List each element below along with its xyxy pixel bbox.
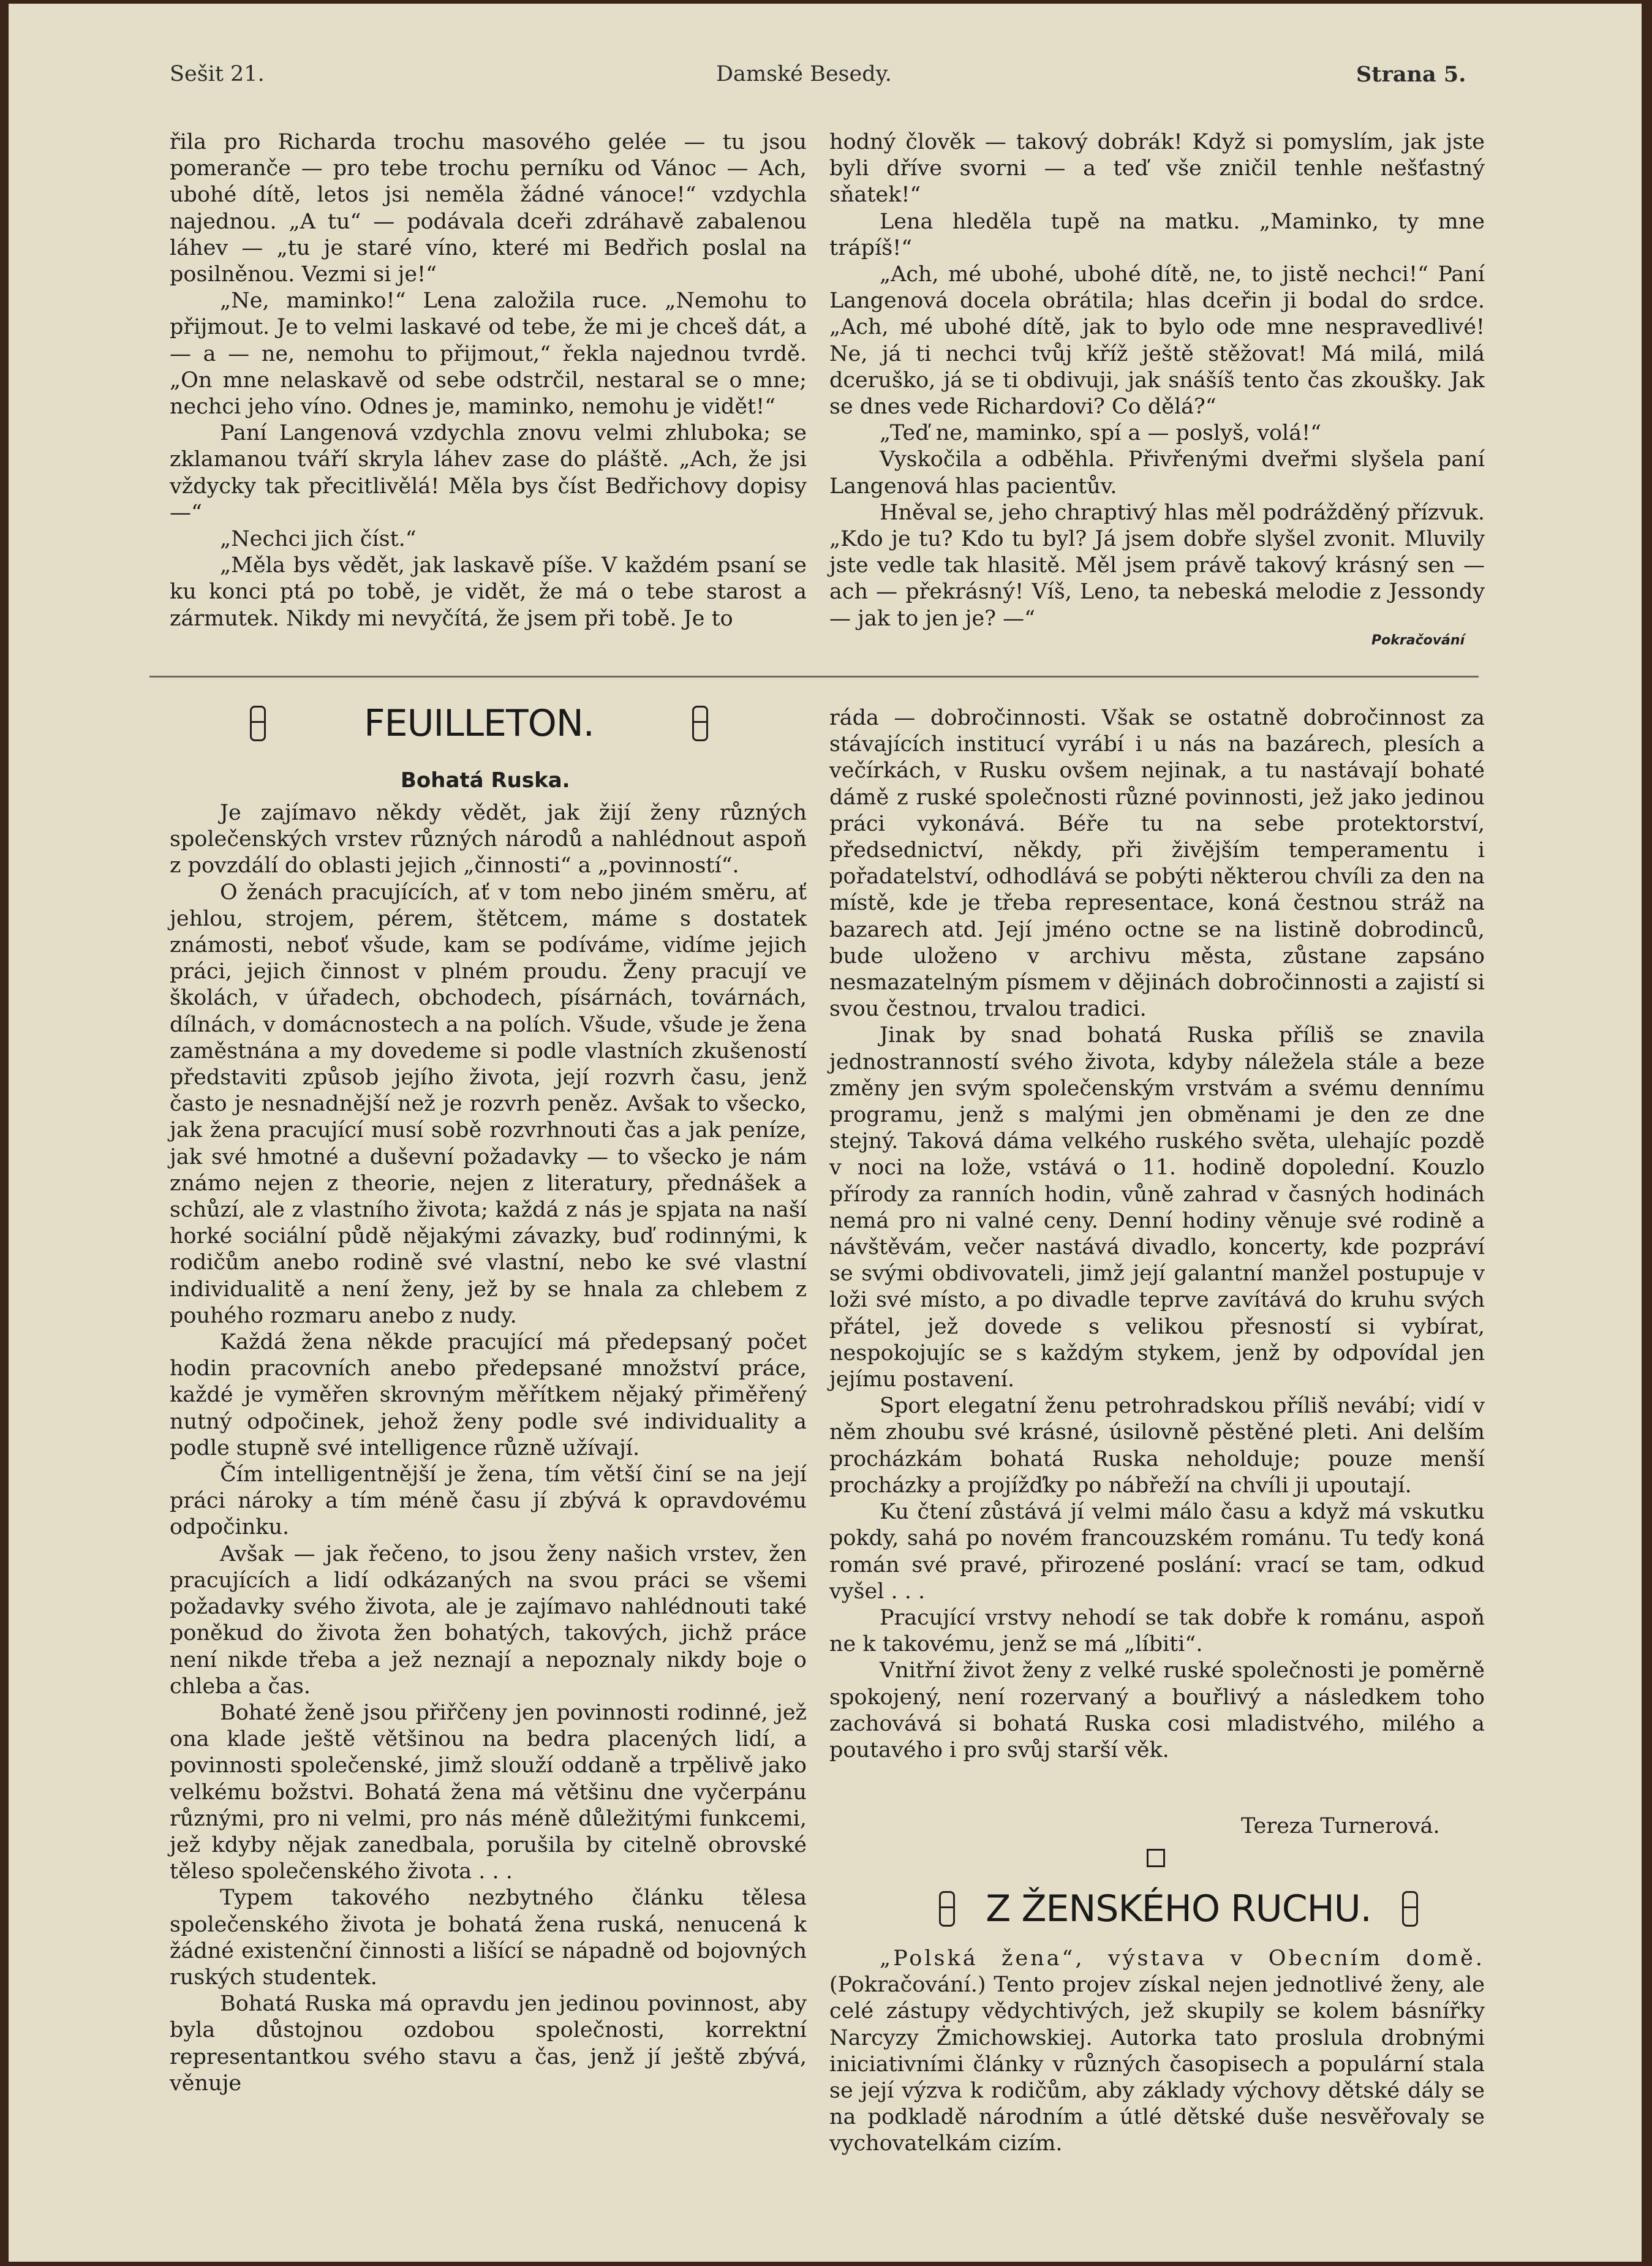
feuilleton-heading	[213, 702, 745, 745]
article-author: Tereza Turnerová.	[1241, 1814, 1440, 1838]
paragraph: „Nechci jich číst.“	[220, 527, 417, 552]
paragraph: Jinak by snad bohatá Ruska příliš se znavila jednostranností svého života, kdyby náležela stále a beze změny jen svým společenským vrstvám a svému dennímu programu, jenž s malými jen obměnami je den ze dne stejný. Taková dáma velkého ruského světa, ulehajíc pozdě v noci na lože, vstává o 11. hodině dopolední. Kouzlo přírody za ranních hodin, vůně zahrad v časných hodinách nemá pro ni valné ceny. Denní hodiny věnuje své rodině a návštěvám, večer nastává divadlo, koncerty, kde pozpráví se svými obdivovateli, jimž její galantní manžel postupuje v loži své místo, a po divadle teprve zavítává do kruhu svých přátel, jež dovede s velikou přesností si vybírat, nespokojujíc se s každým stykem, jenž by odpovídal jen jejímu postavení.	[829, 1023, 1485, 1392]
ornament-icon	[1402, 1891, 1418, 1927]
paragraph	[829, 1946, 1485, 2158]
paragraph: Lena hleděla tupě na matku. „Maminko, ty mne trápíš!“	[829, 209, 1485, 260]
story-column-left	[170, 129, 807, 632]
section-body	[829, 1946, 1485, 2158]
paragraph: Ku čtení zůstává jí velmi málo času a když má vskutku pokdy, sahá po novém francouzském románu. Tu teďy koná román své pravé, přirozené poslání: vrací se tam, odkud vyšel . . .	[829, 1500, 1485, 1604]
square-ornament-icon	[1147, 1849, 1165, 1867]
paragraph: „Měla bys vědět, jak laskavě píše. V každém psaní se ku konci ptá po tobě, je vidět, že má o tebe starost a zármutek. Nikdy mi nevyčítá, že jsem při tobě. Je to	[170, 553, 807, 631]
story-column-right	[829, 129, 1485, 632]
paragraph: Paní Langenová vzdychla znovu velmi zhluboka; se zklamanou tváří skryla láhev zase do pláště. „Ach, že jsi vždycky tak přecitlivělá! Měla bys číst Bedřichovy dopisy —“	[170, 421, 807, 525]
paragraph: Avšak — jak řečeno, to jsou ženy našich vrstev, žen pracujících a lidí odkázaných na svou práci se všemi požadavky svého života, ale je zajímavo nahlédnouti také poněkud do života žen bohatých, takových, jichž práce není nikde třeba a jež neznají a nepoznaly nikdy boje o chleba a čas.	[170, 1541, 807, 1699]
section-divider	[149, 676, 1479, 678]
paragraph: Je zajímavo někdy vědět, jak žijí ženy různých společenských vrstev různých národů a nahlédnout aspoň z povzdálí do oblasti jejich „činnosti“ a „povinností“.	[170, 801, 807, 878]
paragraph: ráda — dobročinnosti. Však se ostatně dobročinnost za stávajících institucí vyrábí i u nás na bazárech, plesích a večírkách, v Rusku ovšem nejinak, a tu nastávají bohaté dámě z ruské společnosti různé povinnosti, jež jako jedinou práci vykonává. Béře tu na sebe protektorství, předsednictví, někdy, při živějším temperamentu i pořadatelství, odhodlává se pobýti některou chvíli za den na místě, kde je třeba representace, koná čestnou stráž na bazarech atd. Její jméno octne se na listině dobrodinců, bude uloženo v archivu města, zůstane zapsáno nesmazatelným písmem v dějinách dobročinnosti a zajistí si svou čestnou, trvalou tradici.	[829, 706, 1485, 1022]
paragraph: Bohatá Ruska má opravdu jen jedinou povinnost, aby byla důstojnou ozdobou společnosti, korrektní representantkou svého stavu a čas, jenž jí ještě zbývá, věnuje	[170, 1992, 807, 2096]
paragraph: Hněval se, jeho chraptivý hlas měl podrážděný přízvuk. „Kdo je tu? Kdo tu byl? Já jsem dobře slyšel zvonit. Mluvily jste vedle tak hlasitě. Měl jsem právě takový krásný sen — ach — překrásný! Víš, Leno, ta nebeská melodie z Jessondy — jak to jen je? —“	[829, 500, 1485, 631]
ornament-icon	[939, 1891, 955, 1927]
paragraph: Sport elegatní ženu petrohradskou příliš neváb͏í; vidí v něm zhoubu své krásné, úsilovně pěstěné pleti. Ani delším procházkám bohatá Ruska neholduje; pouze menší procházky a projížďky po nábřeží na chvíli ji upoutají.	[829, 1394, 1485, 1498]
paragraph: O ženách pracujících, ať v tom nebo jiném směru, ať jehlou, strojem, pérem, štětcem, máme s dostatek známosti, neboť všude, kam se podíváme, vidíme jejich práci, jejich činnost v plném proudu. Ženy pracují ve školách, v úřadech, obchodech, písárnách, továrnách, dílnách, v domácnostech a na polích. Všude, všude je žena zaměstnána a my dovedeme si podle vlastních zkušeností představiti způsob jejího života, její rozvrh času, jenž často je nesnadnější než je rozvrh peněz. Avšak to všecko, jak žena pracující musí sobě rozvrhnouti čas a jak peníze, jak své hmotné a duševní požadavky — to všecko je nám známo nejen z theorie, nejen z literatury, přednášek a schůzí, ale z vlastního života; každá z nás je spjata na naší horké sociální půdě nějakými závazky, buď rodinnými, k rodičům anebo rodině své vlastní, nebo ke své vlastní individualitě a není ženy, jež by se hnala za chlebem z pouhého rozmaru anebo z nudy.	[170, 880, 807, 1328]
paragraph: „Teď ne, maminko, spí a — poslyš, volá!“	[880, 421, 1322, 446]
paragraph: Vyskočila a odběhla. Přivřenými dveřmi slyšela paní Langenová hlas pacientův.	[829, 447, 1485, 499]
ornament-icon	[692, 706, 708, 741]
article-title: Bohatá Ruska.	[401, 768, 570, 793]
feuilleton-heading-text: FEUILLETON.	[364, 702, 594, 745]
paragraph: Typem takového nezbytného článku tělesa společenského života je bohatá žena ruská, nenucená k žádné existenční činnosti a lišící se nápadně od bojovných ruských studentek.	[170, 1886, 807, 1990]
header-page-number: Strana 5.	[1356, 62, 1466, 87]
paragraph: „Ach, mé ubohé, ubohé dítě, ne, to jistě nechci!“ Paní Langenová docela obrátila; hlas dceřin ji bodal do srdce. „Ach, mé ubohé dítě, jak to bylo ode mne nespravedlivé! Ne, já ti nechci tvůj kříž ještě stěžovat! Má milá, milá dceruško, já se ti obdivuji, jak snášíš tento čas zkoušky. Jak se dnes vede Richardovi? Co dělá?“	[829, 262, 1485, 420]
ornament-icon	[250, 706, 266, 741]
feuilleton-column-right	[829, 705, 1485, 1764]
section-lead: „Polská žena“, výstava v Obecním domě.	[880, 1946, 1485, 1971]
header-issue: Sešit 21.	[170, 62, 265, 86]
section-heading-text: Z ŽENSKÉHO RUCHU.	[986, 1887, 1371, 1930]
paragraph: řila pro Richarda trochu masového gelée — tu jsou pomeranče — pro tebe trochu perníku od Vánoc — Ach, ubohé dítě, letos jsi neměla žádné vánoce!“ vzdychla najednou. „A tu“ — podávala dceři zdráhavě zabalenou láhev — „tu je staré víno, které mi Bedřich poslal na posilněnou. Vezmi si je!“	[170, 130, 807, 287]
paragraph: Pracující vrstvy nehodí se tak dobře k románu, aspoň ne k takovému, jenž se má „líbiti“.	[829, 1605, 1485, 1657]
paragraph: Čím intelligentnější je žena, tím větší činí se na její práci nároky a tím méně času jí zbývá k opravdovému odpočinku.	[170, 1462, 807, 1540]
paragraph: hodný člověk — takový dobrák! Když si pomyslím, jak jste byli dříve svorni — a teď vše zničil tenhle nešťastný sňatek!“	[829, 130, 1485, 208]
paragraph: „Ne, maminko!“ Lena založila ruce. „Nemohu to přijmout. Je to velmi laskavé od tebe, že mi je chceš dát, a — a — ne, nemohu to přijmout,“ řekla najednou tvrdě. „On mne nelaskavě od sebe odstrčil, nestaral se o mne; nechci jeho víno. Odnes je, maminko, nemohu je vidět!“	[170, 289, 807, 420]
continued-note: Pokračování	[1371, 633, 1465, 648]
paragraph: Bohaté ženě jsou přiřčeny jen povinnosti rodinné, jež ona klade ještě většinou na bedra placených lidí, a povinnosti společenské, jimž slouží oddaně a trpělivě jako velkému božstvi. Bohatá žena má většinu dne vyčerpánu různými, pro ni velmi, pro nás méně důležitými funkcemi, jež kdyby nějak zanedbala, porušila by citelně obrovské těleso společenského života . . .	[170, 1700, 807, 1884]
page	[9, 4, 1642, 2262]
section-text: (Pokračování.) Tento projev získal nejen jednotlivé ženy, ale celé zástupy vědychtivých, jež skupily se kolem básnířky Narcyzy Żmichowskiej. Autorka tato proslula drobnými iniciativními články v různých časopisech a populární stala se její výzva k rodičům, aby základy výchovy dětské dály se na podkladě národním a útlé dětské duše nesvěřovaly se vychovatelkám cizím.	[829, 1973, 1485, 2156]
section-heading	[906, 1887, 1451, 1930]
header-magazine: Damské Besedy.	[716, 62, 892, 86]
feuilleton-column-left	[170, 800, 807, 2097]
paragraph: Vnitřní život ženy z velké ruské společnosti je poměrně spokojený, není rozervaný a bouřlivý a následkem toho zachovává si bohatá Ruska cosi mladistvého, milého a poutavého i pro svůj starší věk.	[829, 1658, 1485, 1762]
paragraph: Každá žena někde pracující má předepsaný počet hodin pracovních anebo předepsané množství práce, každé je vyměřen skrovným měřítkem nějaký přiměřený nutný odpočinek, jehož ženy podle své individuality a podle stupně své intelligence různě užívají.	[170, 1330, 807, 1460]
